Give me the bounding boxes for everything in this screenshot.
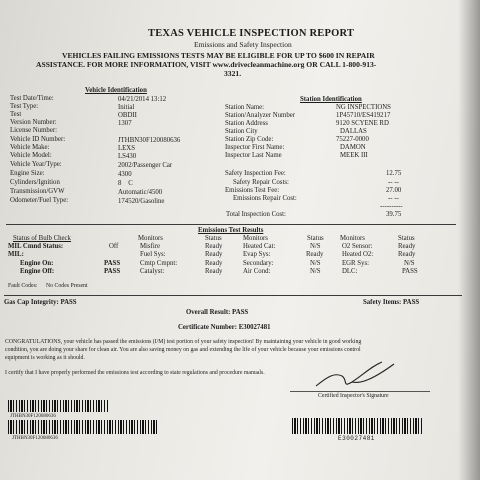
monitor-name: Heated O2: [342, 251, 374, 258]
vehicle-field-label: Version Number: [10, 119, 57, 126]
monitor-status: N/S [310, 260, 321, 267]
safety-items-result: Safety Items: PASS [363, 299, 420, 306]
monitor-status: N/S [310, 243, 321, 250]
vehicle-field-value: Automatic/4500 [118, 189, 163, 196]
monitor-status: N/S [404, 260, 415, 267]
engine-on-value: PASS [104, 260, 121, 267]
vehicle-field-value: LS430 [118, 153, 137, 160]
fault-codes-value: No Codes Present [46, 283, 88, 289]
report-subtitle: Emissions and Safety Inspection [194, 40, 292, 49]
monitor-name: Catalyst: [140, 268, 165, 275]
page-shadow [458, 0, 480, 480]
engine-off-label: Engine Off: [20, 268, 55, 275]
inspector-signature [312, 356, 402, 392]
fee-value: -- -- [388, 179, 399, 186]
total-cost-label: Total Inspection Cost: [226, 211, 286, 218]
vehicle-field-label: Vehicle Make: [10, 144, 50, 151]
station-field-value: 1P45710/ES419217 [336, 112, 391, 119]
monitor-name: EGR Sys: [342, 260, 370, 267]
engine-on-label: Engine On: [20, 260, 54, 267]
vehicle-field-value: 8 C [118, 180, 133, 187]
vehicle-field-value: 1307 [118, 120, 132, 127]
vehicle-field-label: Engine Size: [10, 170, 45, 177]
header-bulb-check: Status of Bulb Check [13, 235, 71, 242]
monitor-name: Evap Sys: [243, 251, 271, 258]
monitor-status: Ready [205, 260, 223, 267]
certify-statement: I certify that I have properly performed the emissions test according to state regulations and procedure manuals. [5, 370, 265, 376]
fee-value: -- -- [388, 195, 399, 202]
monitor-name: O2 Sensor: [342, 243, 373, 250]
congrats-line-2: condition, you are doing your share for clean air. You are also saving money on gas and extending the life of your vehicle because your emissions control [5, 347, 361, 353]
vehicle-field-label: Cylinders/Ignition [10, 179, 60, 186]
monitor-name: DLC: [342, 268, 358, 275]
monitor-status: Ready [205, 268, 223, 275]
vehicle-field-label: Vehicle Model: [10, 152, 52, 159]
header-status: Status [205, 235, 222, 242]
station-field-value: DAMON [340, 144, 366, 151]
monitor-status: Ready [398, 251, 416, 258]
monitor-name: Fuel Sys: [140, 251, 166, 258]
vehicle-field-value: 04/21/2014 13:12 [118, 96, 167, 103]
station-field-label: Inspector First Name: [225, 144, 285, 151]
monitor-status: Ready [398, 243, 416, 250]
vehicle-field-value: Initial [118, 104, 135, 111]
monitor-status: Ready [205, 251, 223, 258]
fee-value: 12.75 [386, 170, 402, 177]
vehicle-field-value: JTHBN30F120080636 [118, 137, 181, 144]
station-field-label: Station Zip Code: [225, 136, 274, 143]
fee-label: Safety Inspection Fee: [225, 170, 286, 177]
warning-line-1: VEHICLES FAILING EMISSIONS TESTS MAY BE ELIGIBLE FOR UP TO $600 IN REPAIR [62, 51, 375, 60]
vehicle-field-label: Transmission/GVW [10, 188, 65, 195]
station-field-label: Station Name: [225, 104, 265, 111]
vehicle-field-label: Vehicle Year/Type: [10, 161, 62, 168]
vehicle-field-label: Vehicle ID Number: [10, 136, 66, 143]
station-field-value: 75227-0000 [336, 136, 369, 143]
signature-label: Certified Inspector's Signature [318, 393, 389, 399]
congrats-line-3: equipment is working as it should. [5, 355, 85, 361]
warning-line-3: 3321. [224, 69, 242, 78]
fee-value: 27.00 [386, 187, 402, 194]
vehicle-field-value: 2002/Passenger Car [118, 162, 173, 169]
station-field-label: Station City [225, 128, 258, 135]
monitor-name: Secondary: [243, 260, 274, 267]
station-section-title: Station Identification [300, 96, 362, 103]
certificate-barcode [292, 418, 424, 434]
divider [6, 224, 456, 225]
signature-line [290, 391, 430, 392]
vehicle-field-label: Test Type: [10, 103, 39, 110]
monitor-name: Cmtp Cmpnt: [140, 260, 178, 267]
station-field-label: Inspector Last Name [225, 152, 282, 159]
header-monitors: Monitors [243, 235, 268, 242]
engine-off-value: PASS [104, 268, 121, 275]
vehicle-field-value: 174520/Gasoline [118, 198, 165, 205]
station-field-label: Station/Analyzer Number [225, 112, 296, 119]
warning-line-2: ASSISTANCE. FOR MORE INFORMATION, VISIT www.drivecleanmachine.org OR CALL 1-800-913- [36, 60, 377, 69]
header-monitors: Monitors [340, 235, 365, 242]
station-field-value: NG INSPECTIONS [336, 104, 391, 111]
fee-label: Safety Repair Costs: [233, 179, 289, 186]
monitor-status: N/S [310, 268, 321, 275]
fee-label: Emissions Repair Cost: [233, 195, 297, 202]
vehicle-field-value: LEXS [118, 145, 135, 152]
mil-cmnd-value: Off [109, 243, 119, 250]
vehicle-field-label: Odometer/Fuel Type: [10, 197, 69, 204]
vin-barcode-small [8, 400, 108, 412]
fault-codes-label: Fault Codes: [8, 283, 38, 289]
station-field-value: DALLAS [340, 128, 367, 135]
overall-result: Overall Result: PASS [186, 309, 249, 316]
total-dashes: ---------- [380, 203, 403, 210]
vehicle-field-value: OBDII [118, 112, 137, 119]
monitor-name: Misfire [140, 243, 161, 250]
total-cost-value: 39.75 [386, 211, 402, 218]
congrats-line-1: CONGRATULATIONS, your vehicle has passed the emissions (I/M) test portion of your safety inspection! By maintaining your vehicle in good working [5, 339, 362, 345]
gas-cap-result: Gas Cap Integrity: PASS [4, 299, 77, 306]
vin-barcode-large-text: JTHBN30F120080636 [12, 436, 58, 441]
vehicle-field-label: Test Date/Time: [10, 95, 54, 102]
header-status: Status [307, 235, 324, 242]
mil-label: MIL: [8, 251, 24, 258]
fee-label: Emissions Test Fee: [225, 187, 280, 194]
divider [4, 295, 462, 296]
monitor-status: Ready [306, 251, 324, 258]
certificate-barcode-text: E30027481 [338, 435, 375, 442]
emissions-section-title: Emissions Test Results [198, 227, 264, 234]
header-monitors: Monitors [138, 235, 163, 242]
vin-barcode-large [8, 420, 158, 434]
vin-barcode-small-text: JTHBN30F120080636 [10, 414, 56, 419]
station-field-value: 9120 SCYENE RD [336, 120, 389, 127]
mil-cmnd-label: MIL Cmnd Status: [8, 243, 64, 250]
report-title: TEXAS VEHICLE INSPECTION REPORT [148, 28, 355, 39]
header-status: Status [398, 235, 415, 242]
monitor-status: Ready [205, 243, 223, 250]
vehicle-field-label: Test [10, 111, 22, 118]
monitor-name: Heated Cat: [243, 243, 276, 250]
vehicle-field-value: 4300 [118, 171, 132, 178]
vehicle-section-title: Vehicle Identification [85, 87, 147, 94]
monitor-name: Air Cond: [243, 268, 271, 275]
station-field-value: MEEK III [340, 152, 368, 159]
station-field-label: Station Address [225, 120, 268, 127]
monitor-status: PASS [402, 268, 418, 275]
certificate-number: Certificate Number: E30027481 [178, 324, 271, 331]
vehicle-field-label: License Number: [10, 127, 57, 134]
